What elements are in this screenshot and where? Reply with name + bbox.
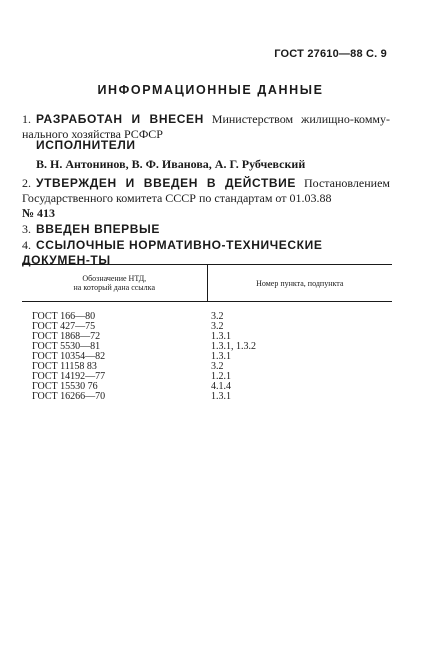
document-cell: ГОСТ 11158 83 <box>32 361 97 372</box>
document-cell: ГОСТ 1868—72 <box>32 331 101 342</box>
document-cell: ГОСТ 427—75 <box>32 321 96 332</box>
section-number: 3. <box>22 222 31 236</box>
document-cell: ГОСТ 14192—77 <box>32 371 106 382</box>
references-table <box>22 264 392 302</box>
clause-cell: 4.1.4 <box>211 381 231 392</box>
table-header-clause: Номер пункта, подпункта <box>256 278 344 288</box>
section-heading: РАЗРАБОТАН И ВНЕСЕН <box>36 112 204 126</box>
clause-cell: 1.3.1 <box>211 351 231 362</box>
decree-number: № 413 <box>22 206 56 220</box>
clause-cell: 3.2 <box>211 311 224 322</box>
section-heading: ССЫЛОЧНЫЕ НОРМАТИВНО-ТЕХНИЧЕСКИЕ ДОКУМЕН-ТЫ <box>22 238 323 267</box>
document-cell: ГОСТ 15530 76 <box>32 381 98 392</box>
document-cell: ГОСТ 10354—82 <box>32 351 106 362</box>
section-number: 2. <box>22 176 31 190</box>
section-number: 4. <box>22 238 31 252</box>
clause-cell: 1.3.1 <box>211 391 231 402</box>
document-cell: ГОСТ 5530—81 <box>32 341 101 352</box>
section-number: 1. <box>22 112 31 126</box>
section-introduced <box>22 222 390 237</box>
clause-cell: 1.3.1, 1.3.2 <box>211 341 256 352</box>
section-text: Министерством жилищно-комму-нального хозяйства РСФСР <box>22 112 391 141</box>
section-approved <box>22 176 390 221</box>
section-heading: ВВЕДЕН ВПЕРВЫЕ <box>36 222 161 236</box>
section-executors <box>36 138 390 153</box>
header-line: на который дана ссылка <box>73 283 155 292</box>
standard-header: ГОСТ 27610—88 С. 9 <box>274 48 387 60</box>
document-cell: ГОСТ 166—80 <box>32 311 96 322</box>
clause-cell: 1.3.1 <box>211 331 231 342</box>
table-header-document <box>22 265 208 301</box>
table-row <box>32 392 372 402</box>
header-line: Обозначение НТД, <box>82 274 147 283</box>
executors-list: В. Н. Антонинов, В. Ф. Иванова, А. Г. Рубчевский <box>36 157 306 171</box>
clause-cell: 3.2 <box>211 361 224 372</box>
section-heading: ИСПОЛНИТЕЛИ <box>36 138 136 152</box>
clause-cell: 3.2 <box>211 321 224 332</box>
section-text: Постановлением Государственного комитета СССР по стандартам от 01.03.88 <box>22 176 390 205</box>
clause-cell: 1.2.1 <box>211 371 231 382</box>
page-title: ИНФОРМАЦИОННЫЕ ДАННЫЕ <box>97 83 324 97</box>
document-cell: ГОСТ 16266—70 <box>32 391 106 402</box>
section-heading: УТВЕРЖДЕН И ВВЕДЕН В ДЕЙСТВИЕ <box>36 176 297 190</box>
table-header-row <box>22 265 392 301</box>
table-body <box>32 312 372 402</box>
